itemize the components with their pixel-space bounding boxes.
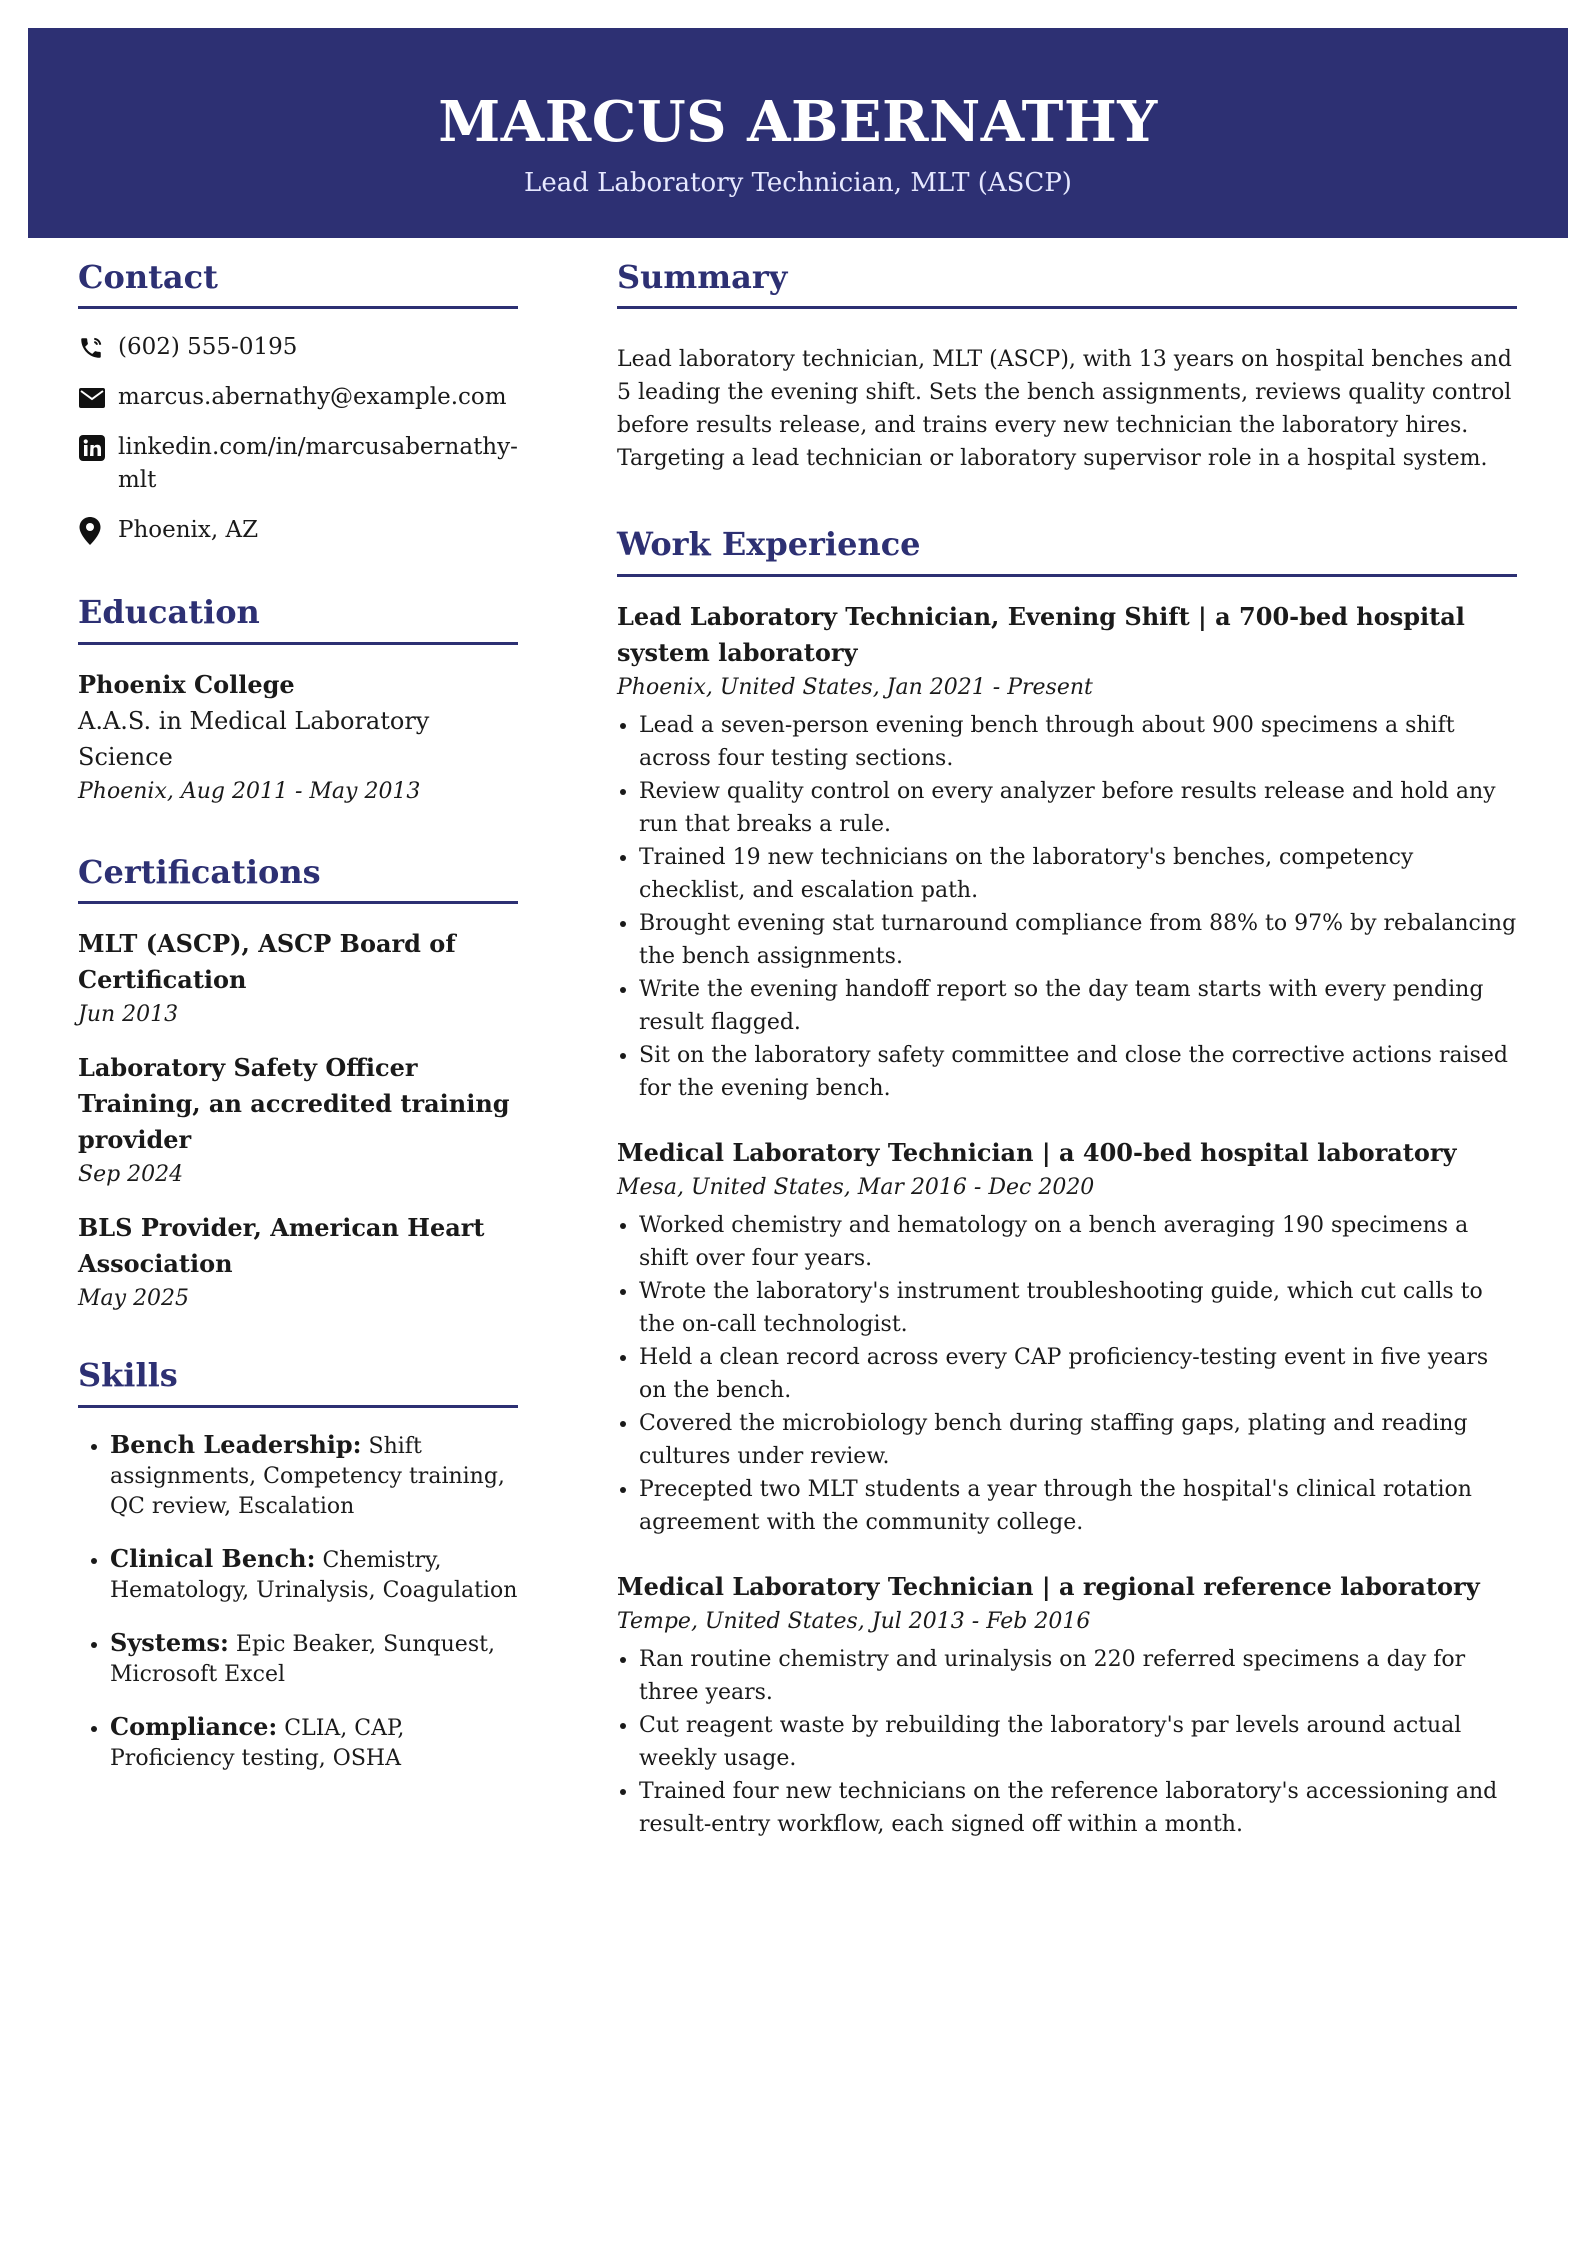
certifications-heading: Certifications [78, 853, 518, 904]
job-meta: Mesa, United States, Mar 2016 - Dec 2020 [617, 1174, 1095, 1200]
job-bullets [617, 1643, 1517, 1841]
job-bullet: • Review quality control on every analyzer before results release and hold any run that breaks a rule. [639, 775, 1517, 841]
contact-phone [78, 331, 518, 364]
location-pin-icon [78, 514, 118, 547]
job-title: Medical Laboratory Technician | a 400-bed hospital laboratory [617, 1137, 1457, 1167]
right-column [617, 258, 1517, 1861]
contact-linkedin [78, 431, 518, 497]
job-entry [617, 1569, 1517, 1841]
job-bullet: • Trained 19 new technicians on the laboratory's benches, competency checklist, and escalation path. [639, 841, 1517, 907]
certification-date: Jun 2013 [78, 1002, 179, 1028]
education-meta: Phoenix, Aug 2011 - May 2013 [78, 778, 421, 804]
skill-item [110, 1628, 518, 1690]
skill-label: Compliance: [110, 1711, 278, 1741]
skill-label: Systems: [110, 1627, 229, 1657]
education-entry [78, 667, 518, 809]
job-title: Medical Laboratory Technician | a regional reference laboratory [617, 1571, 1480, 1601]
education-heading: Education [78, 593, 518, 644]
job-bullet: • Trained four new technicians on the reference laboratory's accessioning and result-entry workflow, each signed off within a month. [639, 1775, 1517, 1841]
email-link[interactable]: marcus.abernathy@example.com [118, 384, 507, 411]
certification-name: Laboratory Safety Officer Training, an accredited training provider [78, 1053, 510, 1155]
skills-heading: Skills [78, 1356, 518, 1407]
skill-value: Shift assignments, Competency training, QC review, Escalation [110, 1433, 505, 1519]
contact-heading: Contact [78, 258, 518, 309]
job-bullet: • Precepted two MLT students a year through the hospital's clinical rotation agreement with the community college. [639, 1473, 1517, 1539]
candidate-title: Lead Laboratory Technician, MLT (ASCP) [524, 168, 1072, 198]
skill-item [110, 1430, 518, 1522]
candidate-name: MARCUS ABERNATHY [438, 89, 1158, 155]
summary-heading: Summary [617, 258, 1517, 309]
phone-text: (602) 555-0195 [118, 334, 298, 361]
job-meta: Tempe, United States, Jul 2013 - Feb 2016 [617, 1608, 1091, 1634]
contact-email [78, 381, 518, 414]
skills-list [78, 1430, 518, 1774]
job-bullets [617, 709, 1517, 1105]
job-bullet: • Lead a seven-person evening bench through about 900 specimens a shift across four testing sections. [639, 709, 1517, 775]
location-text: Phoenix, AZ [118, 517, 259, 544]
linkedin-icon [78, 431, 118, 464]
experience-heading: Work Experience [617, 525, 1517, 576]
certification-date: May 2025 [78, 1286, 190, 1312]
skill-label: Clinical Bench: [110, 1543, 316, 1573]
skill-value: Chemistry, Hematology, Urinalysis, Coagulation [110, 1547, 518, 1603]
contact-location [78, 514, 518, 547]
phone-icon [78, 331, 118, 364]
skill-label: Bench Leadership: [110, 1429, 362, 1459]
education-degree: A.A.S. in Medical Laboratory Science [78, 706, 430, 771]
skill-item [110, 1712, 518, 1774]
linkedin-link[interactable]: linkedin.com/in/marcusabernathy-mlt [118, 434, 518, 494]
job-bullet: • Sit on the laboratory safety committee and close the corrective actions raised for the evening bench. [639, 1039, 1517, 1105]
job-bullets [617, 1209, 1517, 1539]
certification-name: BLS Provider, American Heart Association [78, 1213, 485, 1279]
certification-name: MLT (ASCP), ASCP Board of Certification [78, 929, 456, 995]
certification-item [78, 1210, 518, 1316]
job-bullet: • Brought evening stat turnaround compliance from 88% to 97% by rebalancing the bench assignments. [639, 907, 1517, 973]
skill-value: Epic Beaker, Sunquest, Microsoft Excel [110, 1631, 495, 1687]
job-bullet: • Cut reagent waste by rebuilding the laboratory's par levels around actual weekly usage. [639, 1709, 1517, 1775]
skill-value: CLIA, CAP, Proficiency testing, OSHA [110, 1715, 405, 1771]
education-school: Phoenix College [78, 669, 295, 699]
certification-item [78, 1050, 518, 1192]
job-bullet: • Ran routine chemistry and urinalysis on 220 referred specimens a day for three years. [639, 1643, 1517, 1709]
job-bullet: • Covered the microbiology bench during staffing gaps, plating and reading cultures under review. [639, 1407, 1517, 1473]
job-bullet: • Held a clean record across every CAP proficiency-testing event in five years on the bench. [639, 1341, 1517, 1407]
job-meta: Phoenix, United States, Jan 2021 - Present [617, 674, 1093, 700]
job-title: Lead Laboratory Technician, Evening Shift | a 700-bed hospital system laboratory [617, 601, 1465, 667]
certification-date: Sep 2024 [78, 1162, 184, 1188]
email-icon [78, 381, 118, 414]
skill-item [110, 1544, 518, 1606]
job-bullet: • Wrote the laboratory's instrument troubleshooting guide, which cut calls to the on-call technologist. [639, 1275, 1517, 1341]
job-entry [617, 1135, 1517, 1539]
job-bullet: • Worked chemistry and hematology on a bench averaging 190 specimens a shift over four years. [639, 1209, 1517, 1275]
resume-header [28, 28, 1568, 238]
summary-text: Lead laboratory technician, MLT (ASCP), with 13 years on hospital benches and 5 leading the evening shift. Sets the bench assignments, reviews quality control before results release, and trains every new technician the laboratory hires. Targeting a lead technician or laboratory supervisor role in a hospital system. [617, 347, 1512, 472]
job-bullet: • Write the evening handoff report so the day team starts with every pending result flagged. [639, 973, 1517, 1039]
certification-item [78, 926, 518, 1032]
left-column [78, 258, 518, 1796]
job-entry [617, 599, 1517, 1105]
